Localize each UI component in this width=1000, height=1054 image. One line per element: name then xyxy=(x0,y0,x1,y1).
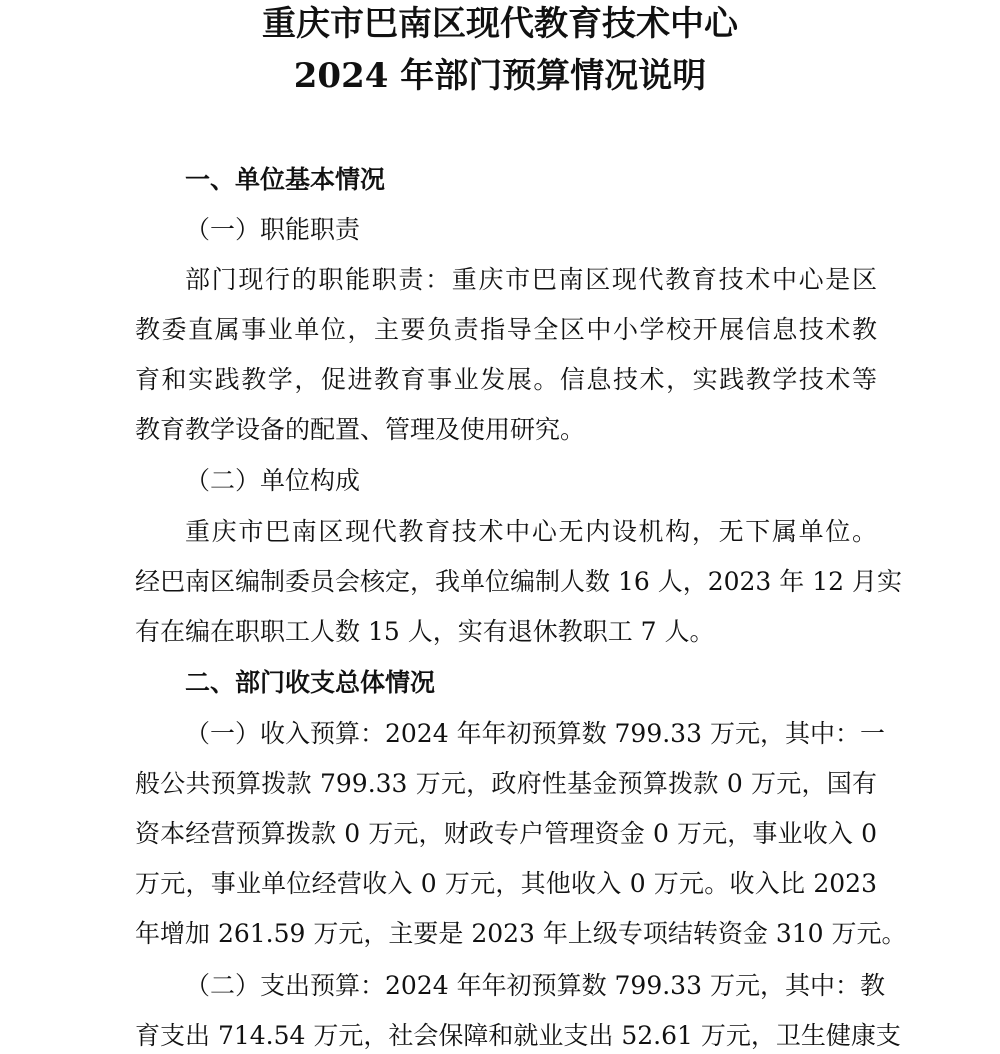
paragraph-line-expense: （二）支出预算：2024 年年初预算数 799.33 万元，其中：教 xyxy=(185,971,885,1000)
paragraph-line: 有在编在职职工人数 15 人，实有退休教职工 7 人。 xyxy=(135,617,715,646)
paragraph-line: 教委直属事业单位，主要负责指导全区中小学校开展信息技术教 xyxy=(135,315,877,344)
paragraph-line: 经巴南区编制委员会核定，我单位编制人数 16 人，2023 年 12 月实 xyxy=(135,567,902,596)
paragraph-line: 重庆市巴南区现代教育技术中心无内设机构，无下属单位。 xyxy=(185,517,877,546)
paragraph-line-income: 年增加 261.59 万元，主要是 2023 年上级专项结转资金 310 万元。 xyxy=(135,919,907,948)
section-heading-basic-info: 一、单位基本情况 xyxy=(185,165,386,194)
section-heading-revenue-expenditure: 二、部门收支总体情况 xyxy=(185,668,436,697)
document-title-line1: 重庆市巴南区现代教育技术中心 xyxy=(262,4,738,44)
paragraph-line-income: （一）收入预算：2024 年年初预算数 799.33 万元，其中：一 xyxy=(185,719,885,748)
subsection-heading-functions: （一）职能职责 xyxy=(185,215,361,244)
document-title-line2: 2024 年部门预算情况说明 xyxy=(293,56,707,96)
paragraph-line: 教育教学设备的配置、管理及使用研究。 xyxy=(135,415,586,444)
paragraph-line-expense: 育支出 714.54 万元，社会保障和就业支出 52.61 万元，卫生健康支 xyxy=(135,1021,901,1050)
paragraph-line: 部门现行的职能职责：重庆市巴南区现代教育技术中心是区 xyxy=(185,265,877,294)
paragraph-line-income: 资本经营预算拨款 0 万元，财政专户管理资金 0 万元，事业收入 0 xyxy=(135,819,877,848)
paragraph-line: 育和实践教学，促进教育事业发展。信息技术，实践教学技术等 xyxy=(135,365,877,394)
subsection-heading-composition: （二）单位构成 xyxy=(185,466,361,495)
paragraph-line-income: 般公共预算拨款 799.33 万元，政府性基金预算拨款 0 万元，国有 xyxy=(135,769,877,798)
paragraph-line-income: 万元，事业单位经营收入 0 万元，其他收入 0 万元。收入比 2023 xyxy=(135,869,877,898)
